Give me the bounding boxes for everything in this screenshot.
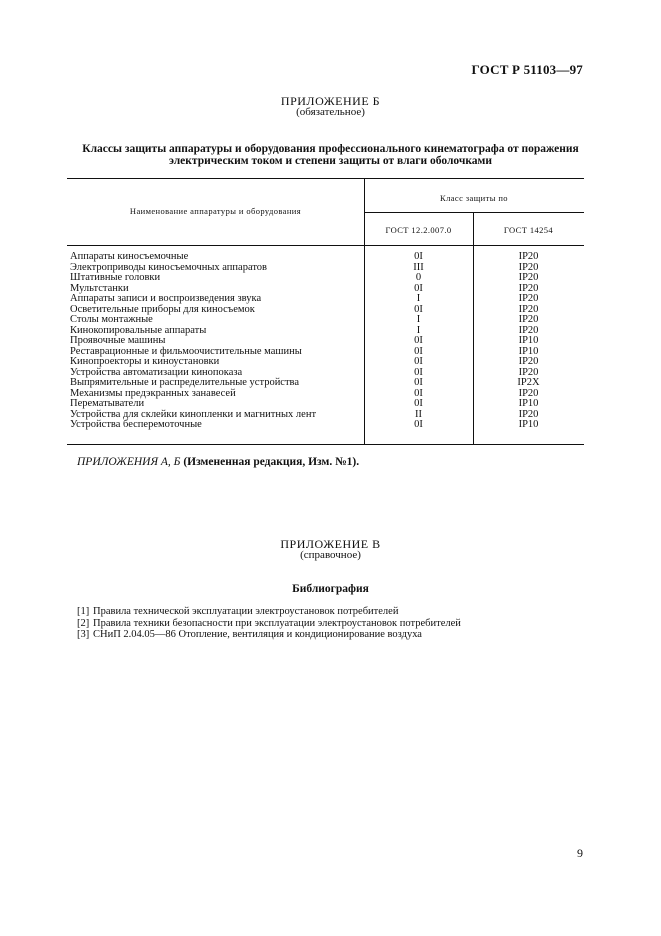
gost-14254-cell: IP20 bbox=[518, 261, 539, 273]
gost-14254-cell: IP2X bbox=[517, 377, 540, 388]
bibliography-heading: Библиография bbox=[292, 583, 369, 595]
equipment-name-cell: Кинопроекторы и киноустановки bbox=[70, 356, 220, 367]
table-row bbox=[67, 357, 584, 368]
bibliography-item bbox=[77, 606, 461, 618]
equipment-name-cell: Выпрямительные и распределительные устройства bbox=[70, 377, 300, 388]
bibliography-item bbox=[77, 618, 461, 630]
gost-14254-cell: IP20 bbox=[518, 251, 539, 262]
gost-14254-cell: IP20 bbox=[518, 387, 539, 399]
amendment-appendices: ПРИЛОЖЕНИЯ А, Б bbox=[77, 456, 181, 468]
equipment-name-cell: Устройства для склейки кинопленки и магнитных лент bbox=[70, 408, 317, 420]
document-code: ГОСТ Р 51103—97 bbox=[471, 62, 583, 77]
amendment-edition: (Измененная редакция, Изм. №1). bbox=[183, 456, 360, 468]
equipment-name-cell: Штативные головки bbox=[70, 272, 161, 283]
gost-12-2-007-0-cell: 0I bbox=[414, 377, 423, 388]
gost-14254-cell: IP20 bbox=[518, 272, 539, 283]
gost-14254-cell: IP20 bbox=[518, 303, 539, 315]
gost-12-2-007-0-cell: 0 bbox=[415, 272, 422, 283]
equipment-name-cell: Проявочные машины bbox=[70, 335, 166, 346]
gost-12-2-007-0-cell: II bbox=[415, 408, 422, 420]
appendix-b-status: (обязательное) bbox=[296, 106, 365, 118]
table-divider bbox=[364, 212, 584, 213]
table-caption: Классы защиты аппаратуры и оборудования профессионального кинематографа от поражения электрическим током и степени защиты от влаги оболочками bbox=[82, 143, 579, 167]
gost-12-2-007-0-cell: 0I bbox=[414, 335, 423, 346]
gost-12-2-007-0-cell: 0I bbox=[414, 282, 423, 294]
header-protection-class: Класс защиты по bbox=[440, 193, 508, 203]
equipment-name-cell: Устройства автоматизации кинопоказа bbox=[70, 366, 243, 378]
appendix-b-title: ПРИЛОЖЕНИЕ Б bbox=[280, 94, 381, 108]
table-row bbox=[67, 336, 584, 347]
equipment-name-cell: Столы монтажные bbox=[70, 314, 153, 325]
header-gost-14254: ГОСТ 14254 bbox=[503, 225, 554, 235]
reference-number: [3] bbox=[77, 629, 90, 640]
amendment-note bbox=[77, 456, 359, 468]
equipment-name-cell: Реставрационные и фильмоочистительные машины bbox=[70, 345, 302, 357]
gost-12-2-007-0-cell: I bbox=[416, 314, 421, 325]
table-row bbox=[67, 420, 584, 431]
table-body bbox=[67, 252, 584, 431]
equipment-name-cell: Аппараты записи и воспроизведения звука bbox=[70, 293, 262, 304]
reference-text: СНиП 2.04.05—86 Отопление, вентиляция и кондиционирование воздуха bbox=[93, 629, 422, 640]
gost-12-2-007-0-cell: 0I bbox=[414, 366, 423, 378]
table-row bbox=[67, 252, 584, 263]
gost-14254-cell: IP20 bbox=[518, 293, 539, 304]
gost-14254-cell: IP20 bbox=[518, 314, 539, 325]
appendix-v-status: (справочное) bbox=[300, 549, 361, 561]
gost-14254-cell: IP10 bbox=[518, 398, 539, 409]
reference-number: [1] bbox=[77, 606, 90, 617]
reference-text: Правила техники безопасности при эксплуатации электроустановок потребителей bbox=[93, 617, 461, 629]
table-row bbox=[67, 315, 584, 326]
page-number: 9 bbox=[577, 846, 583, 860]
gost-14254-cell: IP20 bbox=[518, 282, 539, 294]
gost-14254-cell: IP20 bbox=[518, 324, 539, 336]
table-divider bbox=[67, 245, 584, 246]
protection-class-table bbox=[67, 178, 584, 445]
header-equipment-name: Наименование аппаратуры и оборудования bbox=[129, 206, 302, 216]
equipment-name-cell: Аппараты киносъемочные bbox=[70, 251, 189, 262]
gost-14254-cell: IP20 bbox=[518, 356, 539, 367]
table-row bbox=[67, 399, 584, 410]
equipment-name-cell: Мультстанки bbox=[70, 282, 129, 294]
gost-12-2-007-0-cell: I bbox=[416, 293, 421, 304]
header-gost-12-2-007-0: ГОСТ 12.2.007.0 bbox=[385, 225, 452, 235]
gost-12-2-007-0-cell: 0I bbox=[414, 398, 423, 409]
table-row bbox=[67, 389, 584, 400]
equipment-name-cell: Устройства бесперемоточные bbox=[70, 419, 202, 430]
equipment-name-cell: Кинокопировальные аппараты bbox=[70, 324, 207, 336]
gost-12-2-007-0-cell: 0I bbox=[414, 419, 423, 430]
reference-text: Правила технической эксплуатации электроустановок потребителей bbox=[93, 606, 399, 617]
equipment-name-cell: Осветительные приборы для киносъемок bbox=[70, 303, 255, 315]
gost-12-2-007-0-cell: 0I bbox=[414, 251, 423, 262]
bibliography-list bbox=[77, 606, 461, 641]
gost-14254-cell: IP10 bbox=[518, 335, 539, 346]
equipment-name-cell: Электроприводы киносъемочных аппаратов bbox=[70, 261, 267, 273]
gost-12-2-007-0-cell: 0I bbox=[414, 356, 423, 367]
appendix-v-title: ПРИЛОЖЕНИЕ В bbox=[280, 537, 381, 551]
equipment-name-cell: Перематыватели bbox=[70, 398, 145, 409]
gost-14254-cell: IP10 bbox=[518, 419, 539, 430]
gost-12-2-007-0-cell: 0I bbox=[414, 303, 423, 315]
gost-14254-cell: IP20 bbox=[518, 408, 539, 420]
gost-14254-cell: IP10 bbox=[518, 345, 539, 357]
gost-12-2-007-0-cell: 0I bbox=[414, 387, 423, 399]
table-row bbox=[67, 294, 584, 305]
table-row bbox=[67, 273, 584, 284]
bibliography-item bbox=[77, 629, 461, 641]
reference-number: [2] bbox=[77, 617, 90, 629]
table-row bbox=[67, 378, 584, 389]
gost-12-2-007-0-cell: I bbox=[416, 324, 421, 336]
equipment-name-cell: Механизмы предэкранных занавесей bbox=[70, 387, 236, 399]
gost-14254-cell: IP20 bbox=[518, 366, 539, 378]
gost-12-2-007-0-cell: III bbox=[413, 261, 424, 273]
gost-12-2-007-0-cell: 0I bbox=[414, 345, 423, 357]
